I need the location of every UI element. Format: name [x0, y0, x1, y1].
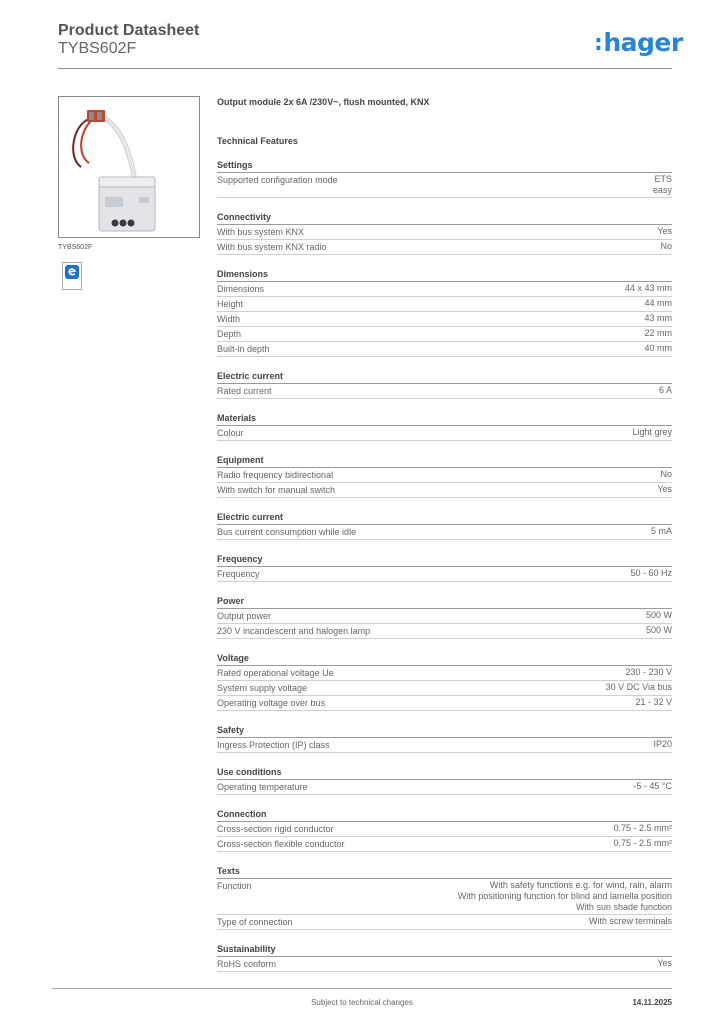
footer-divider [52, 988, 672, 989]
feature-value [333, 469, 672, 480]
feature-value [338, 174, 672, 196]
feature-value-line: 21 - 32 V [635, 697, 672, 707]
feature-section [217, 766, 672, 795]
feature-row [217, 483, 672, 498]
feature-value-line: 5 mA [650, 526, 672, 536]
feature-label: With bus system KNX [217, 227, 305, 237]
feature-row [217, 426, 672, 441]
feature-label: Bus current consumption while idle [217, 527, 357, 537]
feature-value [334, 823, 672, 834]
feature-label: Operating temperature [217, 782, 308, 792]
feature-value-line: 44 mm [644, 298, 672, 308]
feature-value-line: No [660, 241, 672, 251]
feature-label: Rated current [217, 386, 272, 396]
feature-label: RoHS conform [217, 959, 277, 969]
section-title: Materials [217, 412, 672, 426]
feature-label: Output power [217, 611, 272, 621]
easy-configuration-icon [62, 262, 82, 290]
header-divider [58, 68, 672, 69]
feature-value-line: 500 W [645, 625, 672, 635]
section-title: Safety [217, 724, 672, 738]
feature-row [217, 837, 672, 852]
section-title: Settings [217, 159, 672, 173]
feature-value [276, 958, 672, 969]
feature-value-line: 6 A [658, 385, 672, 395]
feature-row [217, 624, 672, 639]
feature-label: Colour [217, 428, 244, 438]
product-image-caption: TYBS602F [58, 244, 93, 251]
logo-text: hager [603, 28, 683, 57]
feature-sections [217, 159, 672, 972]
feature-section [217, 595, 672, 639]
feature-row [217, 696, 672, 711]
features-heading: Technical Features [217, 136, 298, 146]
feature-value-line: Yes [657, 958, 672, 968]
feature-section [217, 808, 672, 852]
feature-value [244, 427, 672, 438]
section-title: Power [217, 595, 672, 609]
feature-section [217, 652, 672, 711]
feature-value [304, 226, 672, 237]
feature-row [217, 282, 672, 297]
feature-value [370, 625, 672, 636]
feature-value-line: -5 - 45 °C [633, 781, 672, 791]
feature-label: Cross-section flexible conductor [217, 839, 345, 849]
feature-value-line: easy [652, 185, 672, 195]
feature-value [335, 484, 672, 495]
feature-value [270, 343, 672, 354]
feature-value [252, 880, 672, 913]
feature-row [217, 780, 672, 795]
product-description: Output module 2x 6A /230V~, flush mounted, KNX [217, 97, 430, 107]
feature-value-line: IP20 [653, 739, 672, 749]
footer-note: Subject to technical changes [311, 998, 413, 1007]
page-title: Product Datasheet [58, 22, 200, 39]
page-subtitle: TYBS602F [58, 40, 137, 57]
product-image [59, 97, 199, 237]
feature-row [217, 240, 672, 255]
feature-value-line: 50 - 60 Hz [630, 568, 672, 578]
feature-value-line: 0.75 - 2.5 mm² [613, 838, 672, 848]
section-title: Connectivity [217, 211, 672, 225]
feature-row [217, 957, 672, 972]
feature-value-line: With sun shade function [575, 902, 672, 912]
feature-label: Cross-section rigid conductor [217, 824, 334, 834]
feature-row [217, 384, 672, 399]
feature-row [217, 879, 672, 915]
feature-row [217, 567, 672, 582]
feature-row [217, 312, 672, 327]
section-title: Use conditions [217, 766, 672, 780]
feature-label: Operating voltage over bus [217, 698, 326, 708]
feature-value-line: 43 mm [644, 313, 672, 323]
feature-section [217, 943, 672, 972]
section-title: Voltage [217, 652, 672, 666]
feature-value-line: 22 mm [644, 328, 672, 338]
feature-value [327, 241, 672, 252]
feature-value-line: 500 W [645, 610, 672, 620]
easy-logo-graphic [63, 263, 81, 289]
feature-value [325, 697, 672, 708]
feature-label: Rated operational voltage Ue [217, 668, 334, 678]
feature-section [217, 865, 672, 930]
feature-row [217, 342, 672, 357]
feature-label: Frequency [217, 569, 260, 579]
feature-value-line: With screw terminals [588, 916, 672, 926]
feature-value [345, 838, 672, 849]
feature-label: With switch for manual switch [217, 485, 336, 495]
feature-value [241, 328, 672, 339]
feature-label: Supported configuration mode [217, 175, 338, 185]
feature-section [217, 511, 672, 540]
product-image-frame [58, 96, 200, 238]
feature-value [271, 610, 672, 621]
feature-label: Dimensions [217, 284, 265, 294]
feature-section [217, 159, 672, 198]
footer-date: 14.11.2025 [632, 998, 672, 1007]
feature-label: With bus system KNX radio [217, 242, 327, 252]
section-title: Electric current [217, 511, 672, 525]
feature-row [217, 225, 672, 240]
feature-value [334, 667, 672, 678]
logo-colon-mark: : [594, 31, 603, 56]
feature-label: Radio frequency bidirectional [217, 470, 334, 480]
section-title: Texts [217, 865, 672, 879]
feature-label: Ingress Protection (IP) class [217, 740, 330, 750]
feature-section [217, 268, 672, 357]
feature-value-line: ETS [654, 174, 672, 184]
feature-row [217, 297, 672, 312]
feature-value [264, 283, 672, 294]
feature-row [217, 468, 672, 483]
feature-value-line: No [660, 469, 672, 479]
feature-row [217, 609, 672, 624]
feature-row [217, 681, 672, 696]
feature-value [240, 313, 672, 324]
feature-value-line: 40 mm [644, 343, 672, 353]
feature-section [217, 454, 672, 498]
feature-value [293, 916, 672, 927]
section-title: Connection [217, 808, 672, 822]
section-title: Frequency [217, 553, 672, 567]
technical-content [217, 96, 672, 985]
feature-label: Depth [217, 329, 242, 339]
feature-row [217, 327, 672, 342]
feature-value-line: 44 x 43 mm [624, 283, 672, 293]
feature-value [356, 526, 672, 537]
feature-row [217, 173, 672, 198]
feature-value-line: Yes [657, 484, 672, 494]
feature-value [308, 781, 672, 792]
feature-label: System supply voltage [217, 683, 308, 693]
feature-section [217, 370, 672, 399]
feature-row [217, 666, 672, 681]
section-title: Equipment [217, 454, 672, 468]
feature-label: Built-in depth [217, 344, 270, 354]
feature-value-line: With positioning function for blind and lamella position [457, 891, 672, 901]
feature-label: Function [217, 881, 252, 891]
feature-row [217, 915, 672, 930]
feature-value [260, 568, 672, 579]
feature-label: Height [217, 299, 244, 309]
feature-value-line: Yes [657, 226, 672, 236]
feature-section [217, 412, 672, 441]
feature-section [217, 553, 672, 582]
hager-logo [594, 28, 683, 57]
section-title: Dimensions [217, 268, 672, 282]
feature-value-line: Light grey [632, 427, 672, 437]
feature-label: 230 V incandescent and halogen lamp [217, 626, 371, 636]
feature-value-line: 230 - 230 V [625, 667, 672, 677]
feature-row [217, 822, 672, 837]
section-title: Electric current [217, 370, 672, 384]
feature-value-line: 0.75 - 2.5 mm² [613, 823, 672, 833]
feature-value [330, 739, 672, 750]
feature-label: Width [217, 314, 241, 324]
feature-row [217, 738, 672, 753]
feature-section [217, 211, 672, 255]
feature-value-line: 30 V DC Via bus [605, 682, 672, 692]
feature-value-line: With safety functions e.g. for wind, rain, alarm [489, 880, 672, 890]
section-title: Sustainability [217, 943, 672, 957]
page-header [58, 22, 199, 58]
feature-value [272, 385, 672, 396]
feature-section [217, 724, 672, 753]
feature-row [217, 525, 672, 540]
feature-value [307, 682, 672, 693]
feature-label: Type of connection [217, 917, 293, 927]
feature-value [243, 298, 672, 309]
